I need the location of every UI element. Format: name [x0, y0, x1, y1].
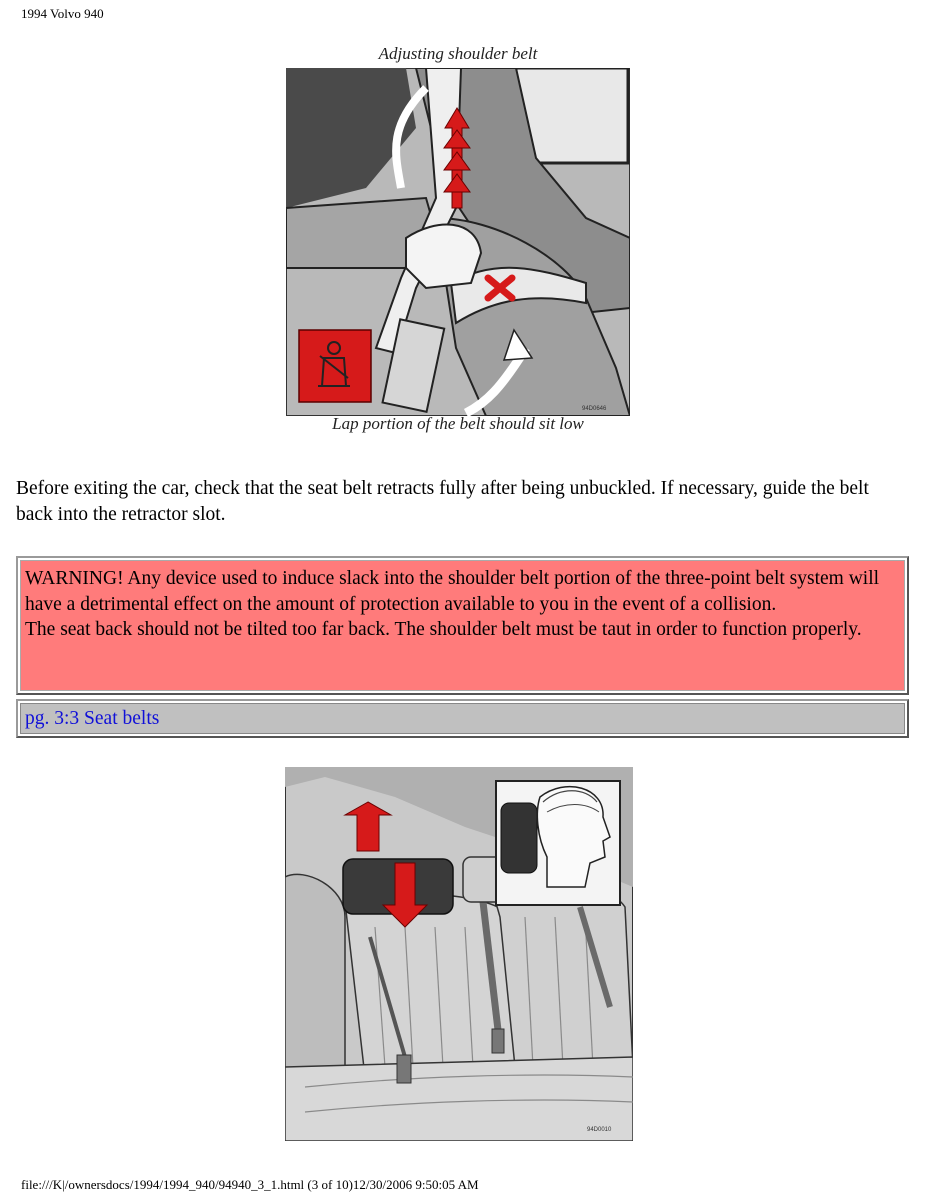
figure2-code: 94D0010 — [587, 1127, 612, 1133]
figure-caption-top: Adjusting shoulder belt — [378, 44, 538, 63]
figure-caption-bottom: Lap portion of the belt should sit low — [332, 414, 584, 433]
retractor-paragraph: Before exiting the car, check that the seat belt retracts fully after being unbuckled. If necessary, guide the belt back into the retractor slot. — [16, 478, 869, 525]
page-header: 1994 Volvo 940 — [21, 6, 104, 21]
nav-box — [16, 699, 909, 738]
shoulder-belt-illustration — [286, 68, 630, 416]
figure1-code: 94D0646 — [582, 406, 607, 412]
nav-content — [20, 703, 905, 734]
rear-seat-illustration — [285, 767, 633, 1141]
warning-text-1: WARNING! Any device used to induce slack into the shoulder belt portion of the three-point belt system will have a detrimental effect on the amount of protection available to you in the event of a collision. — [25, 568, 880, 615]
page-footer: file:///K|/ownersdocs/1994/1994_940/94940_3_1.html (3 of 10)12/30/2006 9:50:05 AM — [21, 1177, 479, 1192]
rear-head-restraint-figure — [285, 767, 633, 1146]
warning-box — [16, 556, 909, 695]
warning-text-2: The seat back should not be tilted too far back. The shoulder belt must be taut in order to function properly. — [25, 619, 862, 640]
shoulder-belt-figure — [286, 44, 630, 436]
warning-content — [20, 560, 905, 691]
seat-belts-link[interactable]: pg. 3:3 Seat belts — [25, 708, 160, 729]
